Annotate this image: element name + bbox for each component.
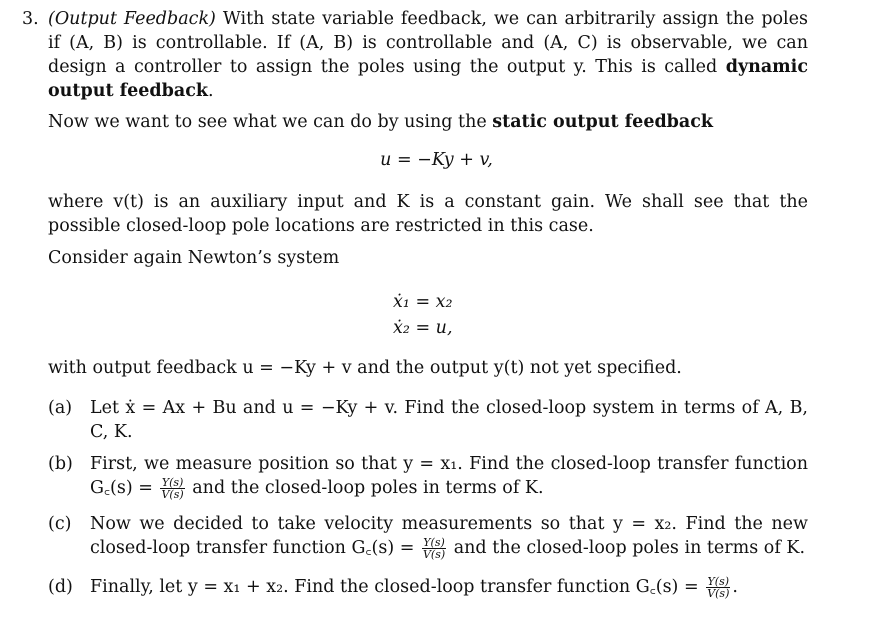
part-c-text-after: and the closed-loop poles in terms of K.: [453, 538, 806, 558]
system-equation-1: ẋ₁ = x₂: [393, 292, 453, 312]
fraction-numerator: Y(s): [423, 536, 445, 549]
intro-end: .: [208, 81, 214, 101]
part-b-text-before: First, we measure position so that y = x₁. Find the closed-loop transfer function G꜀(s) =: [90, 454, 808, 498]
transfer-function-fraction: [160, 477, 184, 500]
intro-text: With state variable feedback, we can arbitrarily assign the poles if (A, B) is controllable. If (A, B) is controllable and (A, C) is observable, we can design a controller to assign the poles using the output y. This is called: [48, 9, 808, 77]
fraction-denominator: V(s): [161, 488, 184, 501]
transfer-function-fraction: [422, 537, 446, 560]
part-b: [48, 452, 808, 500]
problem-number: 3.: [22, 9, 39, 29]
part-c: [48, 512, 808, 560]
control-law-equation: u = −Ky + v,: [380, 150, 493, 170]
para2-text: Now we want to see what we can do by using the: [48, 112, 487, 132]
auxiliary-input-paragraph: where v(t) is an auxiliary input and K is a constant gain. We shall see that the possible closed-loop pole locations are restricted in this case.: [48, 192, 808, 236]
fraction-denominator: V(s): [707, 587, 730, 600]
part-b-text: [90, 452, 808, 500]
part-b-text-after: and the closed-loop poles in terms of K.: [192, 478, 544, 498]
output-feedback-paragraph: with output feedback u = −Ky + v and the output y(t) not yet specified.: [48, 358, 682, 378]
part-d-text-before: Finally, let y = x₁ + x₂. Find the closed-loop transfer function G꜀(s) =: [90, 577, 699, 597]
system-equation-2: ẋ₂ = u,: [393, 318, 453, 338]
intro-paragraph: [48, 7, 808, 103]
newton-system-intro: Consider again Newton’s system: [48, 248, 340, 268]
part-c-label: (c): [48, 514, 72, 534]
fraction-denominator: V(s): [422, 548, 446, 561]
part-c-text: [90, 512, 808, 560]
problem-title: (Output Feedback): [48, 9, 216, 29]
static-feedback-paragraph: [48, 110, 808, 134]
part-a-text: Let ẋ = Ax + Bu and u = −Ky + v. Find the closed-loop system in terms of A, B, C, K.: [90, 398, 808, 442]
part-d-label: (d): [48, 577, 73, 597]
part-d-text-after: .: [732, 577, 738, 597]
transfer-function-fraction: [706, 576, 730, 599]
part-a-label: (a): [48, 398, 73, 418]
part-c-text-before: Now we decided to take velocity measurements so that y = x₂. Find the new closed-loop transfer function G꜀(s) =: [90, 514, 808, 558]
part-a: [48, 396, 808, 444]
part-b-label: (b): [48, 454, 73, 474]
para2-bold-term: static output feedback: [492, 112, 714, 132]
part-d: [48, 575, 808, 599]
fraction-numerator: Y(s): [161, 476, 184, 489]
part-d-text: [90, 575, 808, 599]
fraction-numerator: Y(s): [707, 575, 730, 588]
intro-bold-term: dynamic output feedback: [48, 57, 808, 101]
